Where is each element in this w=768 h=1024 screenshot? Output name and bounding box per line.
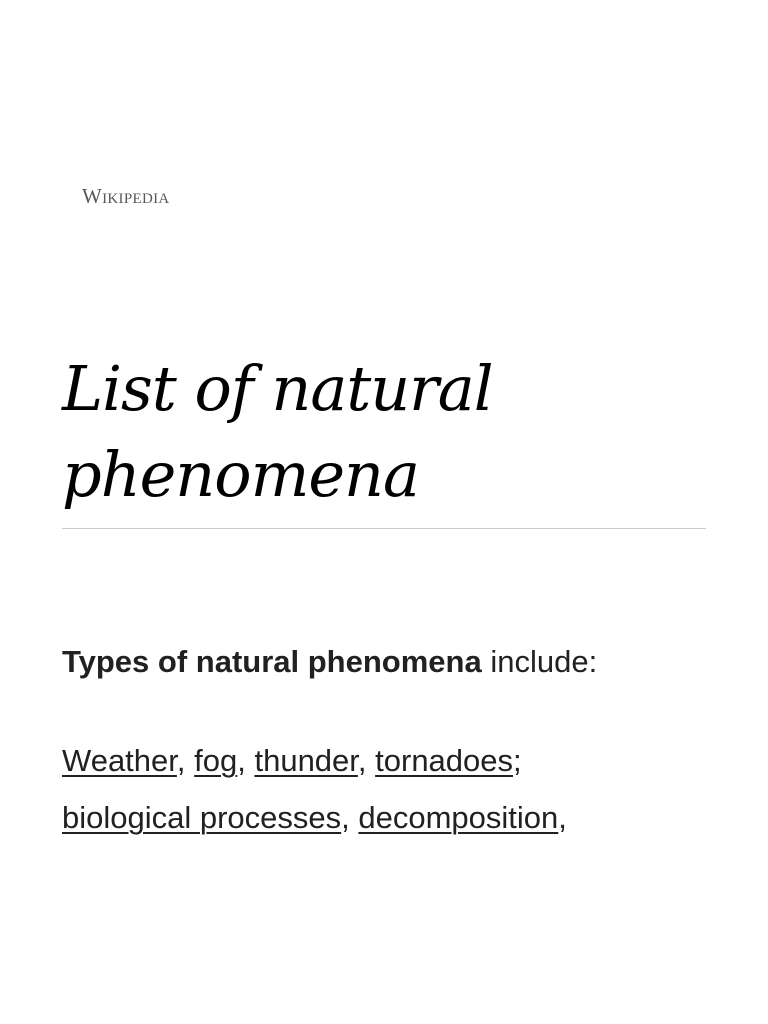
lead-bold-term: Types of natural phenomena: [62, 644, 482, 679]
separator: ;: [513, 743, 522, 778]
title-divider: [62, 528, 706, 529]
separator: ,: [176, 743, 195, 778]
link-thunder[interactable]: thunder: [254, 743, 358, 778]
link-weather[interactable]: Weather: [62, 743, 177, 778]
link-fog[interactable]: fog: [194, 743, 238, 778]
link-decomposition[interactable]: decomposition: [358, 800, 559, 835]
separator: ,: [558, 800, 567, 835]
separator: ,: [357, 743, 376, 778]
separator: ,: [237, 743, 255, 778]
separator: ,: [341, 800, 359, 835]
wikipedia-wordmark[interactable]: Wikipedia: [82, 184, 170, 208]
phenomena-link-list: [62, 732, 722, 846]
link-biological-processes[interactable]: biological processes: [62, 800, 342, 835]
page-title: List of natural phenomena: [62, 352, 493, 511]
link-tornadoes[interactable]: tornadoes: [375, 743, 514, 778]
lead-paragraph: [62, 640, 722, 684]
lead-text: include:: [481, 644, 598, 679]
